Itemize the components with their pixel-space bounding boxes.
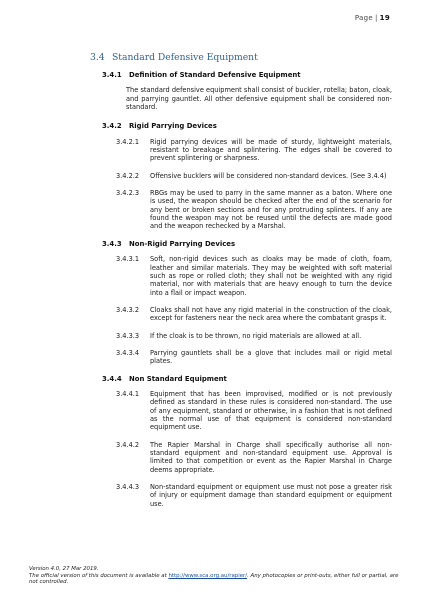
rule-item <box>116 390 392 432</box>
definition-paragraph: The standard defensive equipment shall consist of buckler, rotella; baton, cloak, and parrying gauntlet. All other defensive equipment shall be considered non-standard. <box>126 86 392 112</box>
document-footer <box>29 566 399 586</box>
rule-text: Soft, non-rigid devices such as cloaks may be made of cloth, foam, leather and similar materials. They may be weighted with soft material such as rope or rolled cloth; they shall not be weighted with any rigid material, nor with materials that are heavy enough to turn the device into a flail or impact weapon. <box>150 255 392 297</box>
page-label: Page <box>354 14 373 22</box>
rule-number: 3.4.2.3 <box>116 189 140 198</box>
rule-text: RBGs may be used to parry in the same manner as a baton. Where one is used, the weapon should be checked after the end of the scenario for any bent or broken sections and for any protruding splinters. If any are found the weapon may not be reused until the defects are made good and the weapon rechecked by a Marshal. <box>150 189 392 231</box>
rule-text: Equipment that has been improvised, modified or is not previously defined as standard in these rules is considered non-standard. The use of any equipment, standard or otherwise, in a fashion that is not defined as the normal use of that equipment is considered non-standard equipment use. <box>150 389 392 432</box>
page-separator: | <box>374 14 378 22</box>
rule-text: Parrying gauntlets shall be a glove that includes mail or rigid metal plates. <box>150 348 392 366</box>
subsection-heading <box>102 122 392 130</box>
rule-number: 3.4.4.2 <box>116 440 140 449</box>
rule-number: 3.4.3.4 <box>116 348 140 357</box>
subsection-number: 3.4.3 <box>102 239 122 248</box>
rule-number: 3.4.3.3 <box>116 331 140 340</box>
rule-item <box>116 349 392 366</box>
rule-text: Offensive bucklers will be considered non-standard devices. (See 3.4.4) <box>150 171 387 180</box>
subsection-number: 3.4.2 <box>102 122 122 131</box>
subsection-title: Non Standard Equipment <box>129 374 227 383</box>
control-notice <box>29 573 399 586</box>
subsection-heading <box>102 71 392 79</box>
page-number-value: 19 <box>379 14 390 22</box>
rule-item <box>116 138 392 163</box>
subsection-number: 3.4.1 <box>102 71 122 79</box>
rule-number: 3.4.4.1 <box>116 389 140 398</box>
notice-suffix: . Any photocopies or print-outs, either full or partial, are not controlled. <box>29 572 399 586</box>
rule-number: 3.4.3.1 <box>116 255 140 264</box>
subsection-number: 3.4.4 <box>102 374 122 383</box>
rule-number: 3.4.2.2 <box>116 171 140 180</box>
page-number <box>355 14 390 22</box>
rule-item <box>116 483 392 508</box>
rule-text: Non-standard equipment or equipment use must not pose a greater risk of injury or equipment damage than standard equipment or equipment use. <box>150 483 392 508</box>
rule-item <box>116 189 392 231</box>
subsection-heading <box>102 240 392 248</box>
rule-text: Rigid parrying devices will be made of sturdy, lightweight materials, resistant to breakage and splintering. The edges shall be covered to prevent splintering or sharpness. <box>150 137 392 163</box>
subsection-heading <box>102 375 392 383</box>
rule-item <box>116 441 392 474</box>
rule-item <box>116 306 392 323</box>
rule-item <box>116 255 392 297</box>
notice-prefix: The official version of this document is available at <box>29 572 169 579</box>
rule-text: The Rapier Marshal in Charge shall specifically authorise all non-standard equipment and non-standard equipment use. Approval is limited to that competition or event as the Rapier Marshal in Charge deems appropriate. <box>150 440 392 474</box>
rule-number: 3.4.2.1 <box>116 137 140 146</box>
section-title: Standard Defensive Equipment <box>112 52 258 63</box>
rule-number: 3.4.3.2 <box>116 305 140 314</box>
rule-text: If the cloak is to be thrown, no rigid materials are allowed at all. <box>150 331 362 340</box>
rule-number: 3.4.4.3 <box>116 483 140 492</box>
rapier-link[interactable]: http://www.sca.org.au/rapier/ <box>168 572 248 579</box>
subsection-title: Rigid Parrying Devices <box>129 122 217 131</box>
rule-item <box>116 332 392 340</box>
version-line: Version 4.0, 27 Mar 2019. <box>29 566 99 572</box>
rule-item <box>116 172 392 180</box>
section-heading <box>90 52 258 63</box>
section-number: 3.4 <box>90 52 105 63</box>
document-body <box>102 71 392 517</box>
subsection-title: Definition of Standard Defensive Equipment <box>129 71 301 79</box>
rule-text: Cloaks shall not have any rigid material in the construction of the cloak, except for fasteners near the neck area where the combatant grasps it. <box>150 305 392 323</box>
subsection-title: Non-Rigid Parrying Devices <box>129 239 236 248</box>
